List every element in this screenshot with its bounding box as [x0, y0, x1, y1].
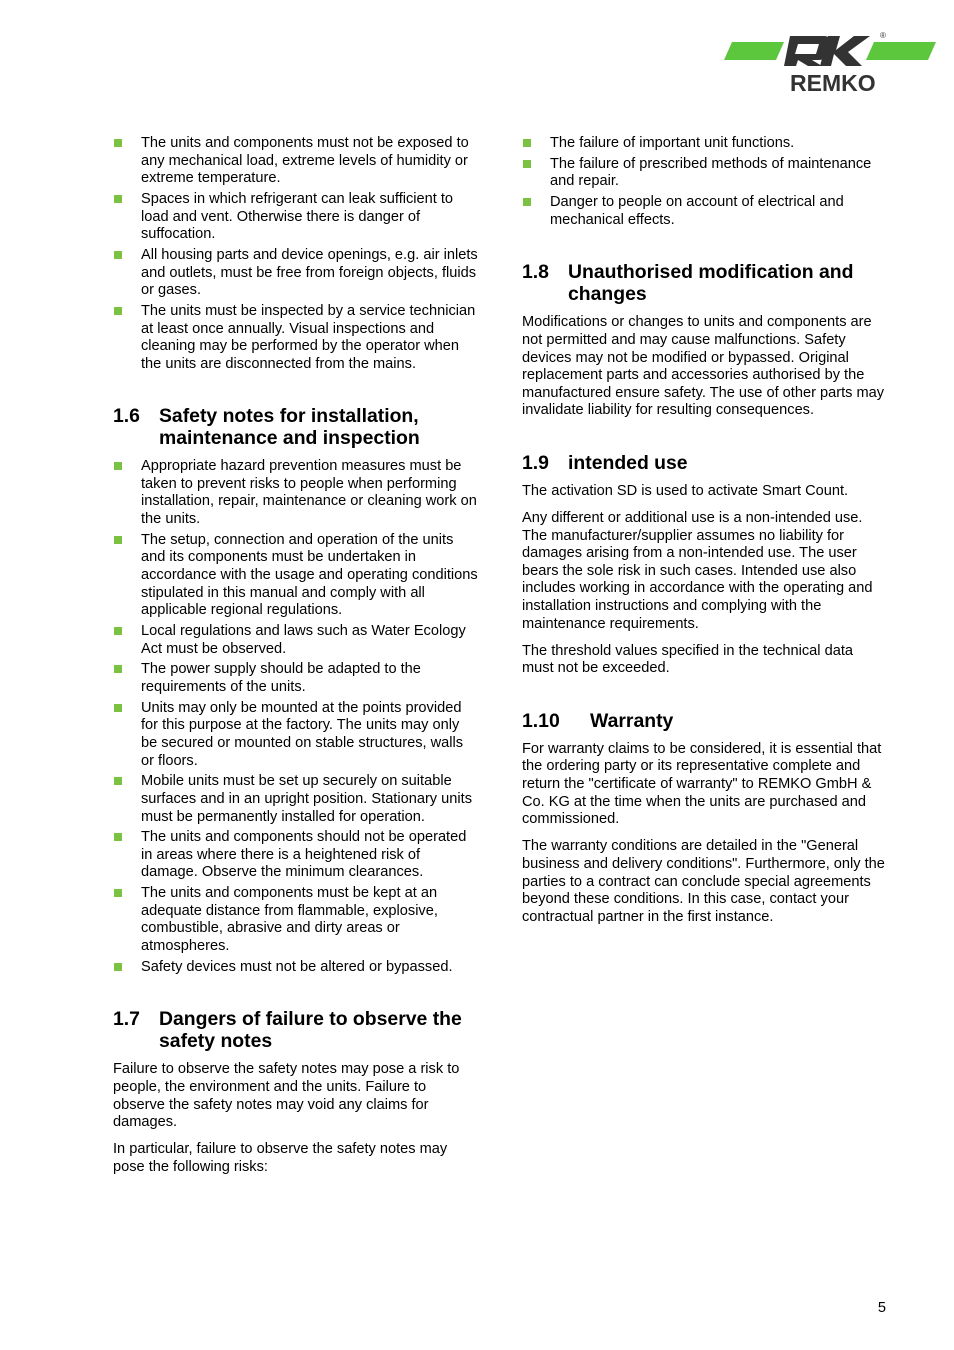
section-heading-1-8 [522, 261, 888, 305]
bullet-square-icon [114, 963, 122, 971]
list-item: The units and components should not be operated in areas where there is a heightened risk of damage. Observe the minimum clearances. [113, 829, 479, 882]
bullet-square-icon [114, 889, 122, 897]
list-item: The units and components must not be exposed to any mechanical load, extreme levels of humidity or extreme temperature. [113, 135, 479, 188]
list-item: All housing parts and device openings, e.g. air inlets and outlets, must be free from foreign objects, fluids or gases. [113, 247, 479, 300]
logo-wordmark: REMKO [790, 70, 876, 94]
section-number: 1.7 [113, 1008, 140, 1031]
section-title: intended use [568, 451, 688, 474]
bullet-square-icon [114, 536, 122, 544]
safety-notes-bullet-list [113, 458, 479, 976]
bullet-square-icon [114, 777, 122, 785]
paragraph: Failure to observe the safety notes may pose a risk to people, the environment and the units. Failure to observe the safety notes may void any claims for damages. [113, 1061, 460, 1131]
list-item: Mobile units must be set up securely on suitable surfaces and in an upright position. Stationary units must be permanently installed for operation. [113, 773, 479, 826]
intro-bullet-list [113, 135, 479, 373]
paragraph: In particular, failure to observe the safety notes may pose the following risks: [113, 1141, 448, 1175]
section-heading-1-10 [522, 710, 888, 732]
section-title: Warranty [590, 709, 674, 732]
paragraph: Modifications or changes to units and components are not permitted and may cause malfunctions. Safety devices may not be modified or bypassed. Original replacement parts and accessories authorised by the manufactured ensure safety. The use of other parts may invalidate liability for resulting consequences. [522, 314, 885, 419]
bullet-square-icon [523, 160, 531, 168]
list-item: Local regulations and laws such as Water Ecology Act must be observed. [113, 623, 479, 658]
page-number: 5 [877, 1300, 886, 1316]
bullet-square-icon [523, 139, 531, 147]
bullet-square-icon [114, 139, 122, 147]
list-item: The units must be inspected by a service technician at least once annually. Visual inspections and cleaning may be performed by the operator when the units are disconnected from the mains. [113, 303, 479, 373]
bullet-square-icon [114, 195, 122, 203]
paragraph: The warranty conditions are detailed in the "General business and delivery conditions". Furthermore, only the parties to a contract can conclude special agreements beyond these conditions. In this case, contact your contractual partner in the first instance. [522, 838, 885, 925]
right-column [522, 135, 888, 936]
risks-bullet-list [522, 135, 888, 229]
logo-registered-mark: ® [880, 31, 886, 40]
section-heading-1-6 [113, 405, 479, 449]
section-title: Unauthorised modification and changes [568, 261, 854, 306]
bullet-square-icon [114, 251, 122, 259]
bullet-square-icon [523, 198, 531, 206]
section-number: 1.8 [522, 261, 549, 284]
section-number: 1.10 [522, 709, 560, 732]
bullet-square-icon [114, 462, 122, 470]
list-item: Safety devices must not be altered or bypassed. [113, 959, 479, 977]
remko-logo [724, 30, 938, 94]
section-number: 1.6 [113, 405, 140, 428]
section-title: Dangers of failure to observe the safety notes [159, 1008, 462, 1053]
list-item: The units and components must be kept at an adequate distance from flammable, explosive, combustible, abrasive and dirty areas or atmospheres. [113, 885, 479, 955]
list-item: Appropriate hazard prevention measures must be taken to prevent risks to people when performing installation, repair, maintenance or cleaning work on the units. [113, 458, 479, 528]
list-item: The failure of prescribed methods of maintenance and repair. [522, 156, 888, 191]
paragraph: The activation SD is used to activate Smart Count. [522, 482, 849, 499]
bullet-square-icon [114, 833, 122, 841]
bullet-square-icon [114, 665, 122, 673]
left-column [113, 135, 479, 1186]
paragraph: Any different or additional use is a non-intended use. The manufacturer/supplier assumes no liability for damages arising from a non-intended use. The user bears the sole risk in such cases. Intended use also includes working in accordance with the operating and installation instructions and complying with the maintenance requirements. [522, 510, 873, 632]
list-item: The power supply should be adapted to the requirements of the units. [113, 661, 479, 696]
paragraph: For warranty claims to be considered, it is essential that the ordering party or its representative complete and return the "certificate of warranty" to REMKO GmbH & Co. KG at the time when the units are purchased and commissioned. [522, 740, 882, 828]
bullet-square-icon [114, 704, 122, 712]
bullet-square-icon [114, 307, 122, 315]
list-item: Units may only be mounted at the points provided for this purpose at the factory. The units may only be secured or mounted on stable structures, walls or floors. [113, 700, 479, 770]
paragraph: The threshold values specified in the technical data must not be exceeded. [522, 642, 853, 677]
list-item: The failure of important unit functions. [522, 135, 888, 153]
section-number: 1.9 [522, 451, 549, 474]
list-item: The setup, connection and operation of the units and its components must be undertaken in accordance with the usage and operating conditions stipulated in this manual and comply with all applicable regional regulations. [113, 532, 479, 620]
list-item: Spaces in which refrigerant can leak sufficient to load and vent. Otherwise there is danger of suffocation. [113, 191, 479, 244]
bullet-square-icon [114, 627, 122, 635]
list-item: Danger to people on account of electrical and mechanical effects. [522, 194, 888, 229]
section-heading-1-9 [522, 452, 888, 474]
section-heading-1-7 [113, 1008, 479, 1052]
section-title: Safety notes for installation, maintenance and inspection [159, 405, 420, 450]
